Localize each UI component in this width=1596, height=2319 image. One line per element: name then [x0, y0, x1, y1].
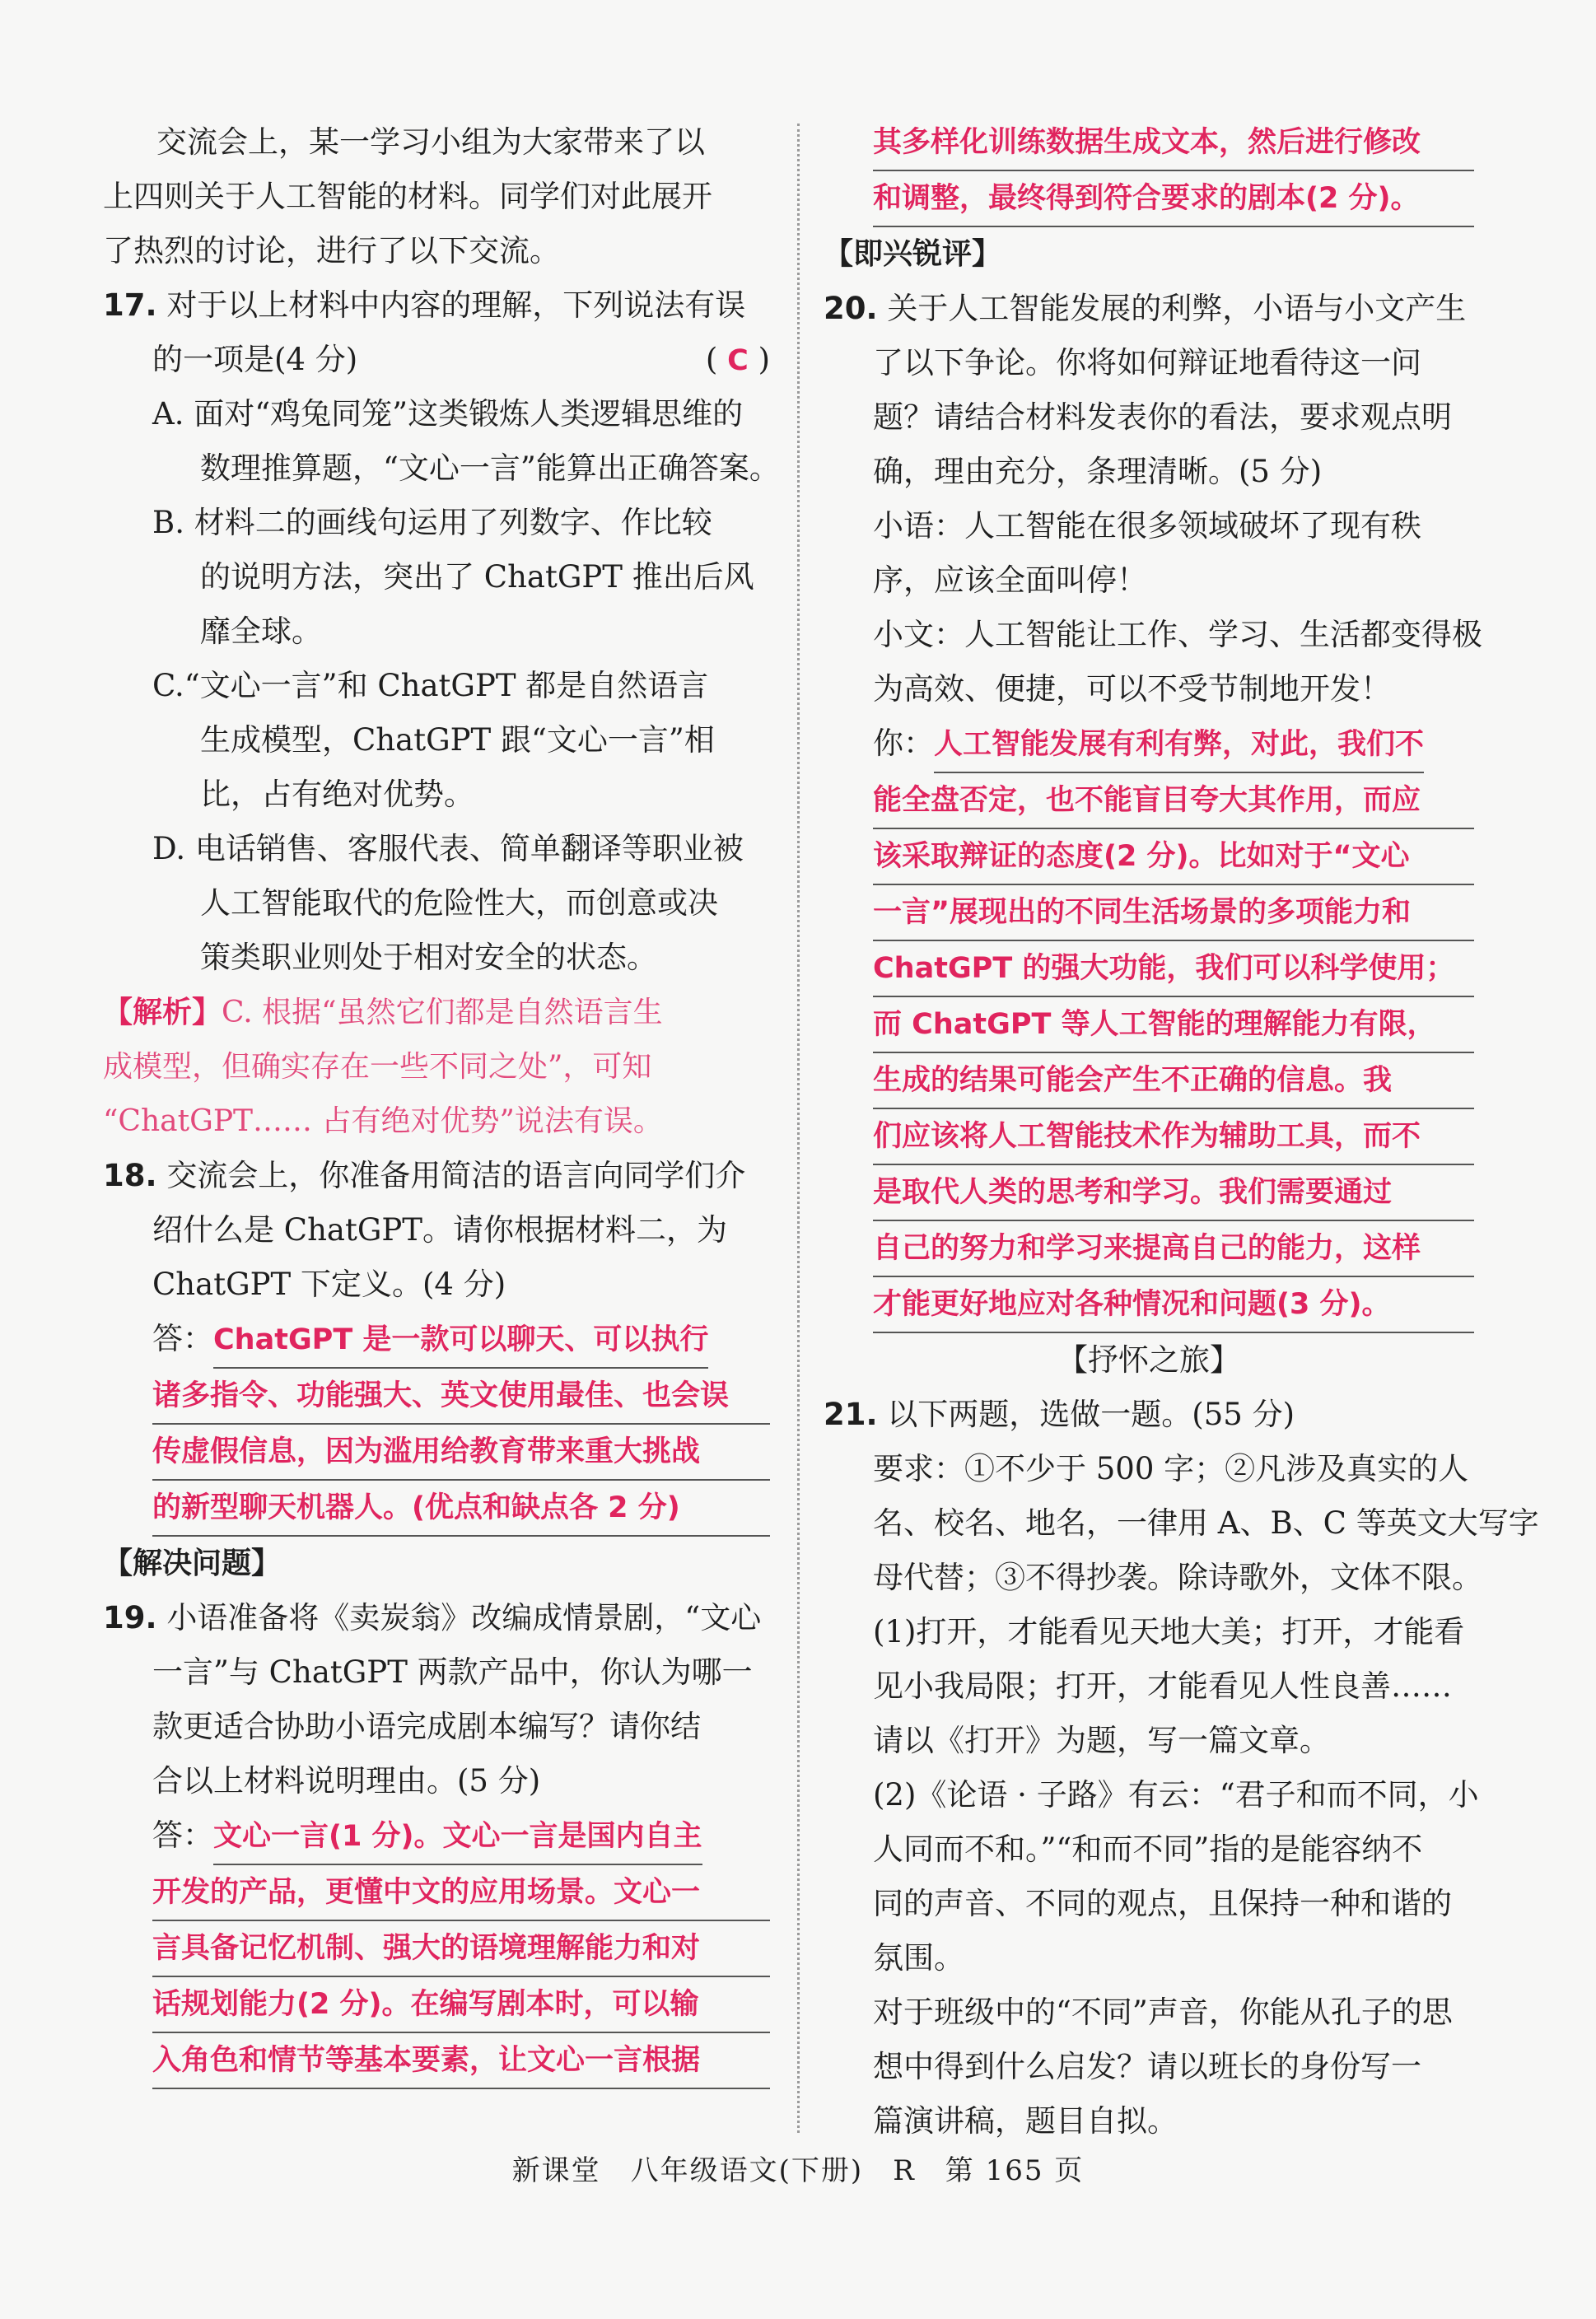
- q20-answer: 该采取辩证的态度(2 分)。比如对于“文心: [824, 829, 1474, 885]
- q20-answer: 能全盘否定，也不能盲目夸大其作用，而应: [824, 773, 1474, 829]
- q19-answer: 答：文心一言(1 分)。文心一言是国内自主: [103, 1808, 770, 1865]
- q21-topic2: 人同而不和。”“和而不同”指的是能容纳不: [873, 1831, 1423, 1867]
- q19-answer: 开发的产品，更懂中文的应用场景。文心一: [103, 1865, 770, 1921]
- q18-answer: 答：ChatGPT 是一款可以聊天、可以执行: [103, 1312, 770, 1369]
- q21-topic2: 想中得到什么启发？请以班长的身份写一: [873, 2049, 1421, 2084]
- q18-answer: 诸多指令、功能强大、英文使用最佳、也会误: [103, 1369, 770, 1425]
- q17-option: C.“文心一言”和 ChatGPT 都是自然语言: [152, 668, 709, 703]
- right-column: [824, 115, 1539, 2149]
- q17-stem-2: 的一项是(4 分) ( C ): [103, 333, 770, 387]
- q20-answer: ChatGPT 的强大功能，我们可以科学使用；: [824, 941, 1474, 997]
- q19-answer: 入角色和情节等基本要素，让文心一言根据: [103, 2033, 770, 2089]
- q20-xiaowen: 为高效、便捷，可以不受节制地开发！: [873, 671, 1391, 707]
- q18-number: 18.: [103, 1158, 157, 1193]
- q20-number: 20.: [824, 291, 878, 326]
- q19-stem: 合以上材料说明理由。(5 分): [152, 1763, 541, 1799]
- q17-option: B. 材料二的画线句运用了列数字、作比较: [152, 505, 712, 540]
- q17-option: 人工智能取代的危险性大，而创意或决: [200, 885, 718, 921]
- q20-answer: 们应该将人工智能技术作为辅助工具，而不: [824, 1109, 1474, 1165]
- q17-option: 数理推算题，“文心一言”能算出正确答案。: [200, 450, 780, 486]
- q19-stem: 一言”与 ChatGPT 两款产品中，你认为哪一: [152, 1654, 753, 1690]
- q19-number: 19.: [103, 1600, 157, 1635]
- q18-stem: 绍什么是 ChatGPT。请你根据材料二，为: [152, 1212, 727, 1248]
- q21-topic2: (2)《论语 · 子路》有云：“君子和而不同，小: [873, 1777, 1479, 1813]
- q17-analysis: 成模型，但确实存在一些不同之处”，可知: [103, 1050, 652, 1084]
- q20-answer: 你：人工智能发展有利有弊，对此，我们不: [824, 716, 1474, 773]
- intro-line: 了热烈的讨论，进行了以下交流。: [103, 233, 560, 268]
- q20-xiaoyu: 小语：人工智能在很多领域破坏了现有秩: [873, 508, 1421, 544]
- analysis-tag: 【解析】: [103, 995, 222, 1029]
- section-solve-problems: 【解决问题】: [103, 1547, 282, 1580]
- q17-option: 策类职业则处于相对安全的状态。: [200, 940, 657, 975]
- q21-topic2: 氛围。: [873, 1940, 964, 1976]
- q21-number: 21.: [824, 1397, 878, 1432]
- q17-stem: 17. 对于以上材料中内容的理解，下列说法有误: [103, 287, 746, 323]
- q20-stem: 题？请结合材料发表你的看法，要求观点明: [873, 399, 1452, 435]
- q20-stem: 确，理由充分，条理清晰。(5 分): [873, 454, 1323, 489]
- q19-stem: 19. 小语准备将《卖炭翁》改编成情景剧，“文心: [103, 1600, 762, 1635]
- q21-requirement: 名、校名、地名，一律用 A、B、C 等英文大写字: [873, 1505, 1539, 1541]
- q17-option: 生成模型，ChatGPT 跟“文心一言”相: [200, 722, 715, 758]
- page-footer: 新课堂 八年级语文(下册) R 第 165 页: [511, 2154, 1085, 2187]
- q20-answer: 才能更好地应对各种情况和问题(3 分)。: [824, 1277, 1474, 1333]
- q20-stem: 了以下争论。你将如何辩证地看待这一问: [873, 345, 1421, 380]
- q19-answer: 言具备记忆机制、强大的语境理解能力和对: [103, 1921, 770, 1977]
- q21-topic2: 篇演讲稿，题目自拟。: [873, 2103, 1178, 2139]
- q17-option: 比，占有绝对优势。: [200, 777, 474, 812]
- q20-answer: 而 ChatGPT 等人工智能的理解能力有限，: [824, 997, 1474, 1053]
- q20-answer: 是取代人类的思考和学习。我们需要通过: [824, 1165, 1474, 1221]
- q17-option: 的说明方法，突出了 ChatGPT 推出后风: [200, 559, 754, 595]
- q17-analysis: 【解析】C. 根据“虽然它们都是自然语言生: [103, 995, 663, 1029]
- q19-stem: 款更适合协助小语完成剧本编写？请你结: [152, 1709, 701, 1744]
- q20-xiaowen: 小文：人工智能让工作、学习、生活都变得极: [873, 617, 1482, 652]
- q20-stem: 20. 关于人工智能发展的利弊，小语与小文产生: [824, 291, 1467, 326]
- column-divider: [797, 124, 800, 2133]
- q19-answer-continued: 其多样化训练数据生成文本，然后进行修改: [824, 115, 1474, 171]
- section-instant-comment: 【即兴锐评】: [824, 237, 1002, 271]
- q18-answer: 传虚假信息，因为滥用给教育带来重大挑战: [103, 1425, 770, 1481]
- q17-option: D. 电话销售、客服代表、简单翻译等职业被: [152, 831, 744, 866]
- q17-option: A. 面对“鸡兔同笼”这类锻炼人类逻辑思维的: [152, 396, 744, 432]
- q20-answer: 自己的努力和学习来提高自己的能力，这样: [824, 1221, 1474, 1277]
- q18-answer: 的新型聊天机器人。(优点和缺点各 2 分): [103, 1481, 770, 1537]
- intro-line: 上四则关于人工智能的材料。同学们对此展开: [103, 179, 712, 214]
- q21-requirement: 要求：①不少于 500 字；②凡涉及真实的人: [873, 1451, 1469, 1486]
- q17-answer-box: ( C ): [705, 342, 770, 377]
- q17-option: 靡全球。: [200, 614, 322, 649]
- q19-answer: 话规划能力(2 分)。在编写剧本时，可以输: [103, 1977, 770, 2033]
- q21-stem: 21. 以下两题，选做一题。(55 分): [824, 1397, 1295, 1432]
- q17-analysis: “ChatGPT…… 占有绝对优势”说法有误。: [103, 1104, 663, 1138]
- left-column: [103, 115, 780, 2089]
- q20-answer: 一言”展现出的不同生活场景的多项能力和: [824, 885, 1474, 941]
- q21-topic2: 同的声音、不同的观点，且保持一种和谐的: [873, 1886, 1452, 1921]
- q21-requirement: 母代替；③不得抄袭。除诗歌外，文体不限。: [873, 1560, 1482, 1595]
- section-journey: 【抒怀之旅】: [1057, 1342, 1240, 1378]
- q21-topic1: 请以《打开》为题，写一篇文章。: [873, 1723, 1330, 1758]
- q20-answer: 生成的结果可能会产生不正确的信息。我: [824, 1053, 1474, 1109]
- q18-stem: ChatGPT 下定义。(4 分): [152, 1267, 506, 1302]
- q17-number: 17.: [103, 287, 157, 323]
- q17-answer: C: [727, 344, 749, 377]
- q21-topic1: 见小我局限；打开，才能看见人性良善……: [873, 1668, 1452, 1704]
- q21-topic1: (1)打开，才能看见天地大美；打开，才能看: [873, 1614, 1465, 1649]
- intro-line: 交流会上，某一学习小组为大家带来了以: [156, 124, 705, 160]
- q19-answer-continued: 和调整，最终得到符合要求的剧本(2 分)。: [824, 171, 1474, 227]
- q18-stem: 18. 交流会上，你准备用简洁的语言向同学们介: [103, 1158, 746, 1193]
- q21-topic2: 对于班级中的“不同”声音，你能从孔子的思: [873, 1995, 1453, 2030]
- q20-xiaoyu: 序，应该全面叫停！: [873, 562, 1147, 598]
